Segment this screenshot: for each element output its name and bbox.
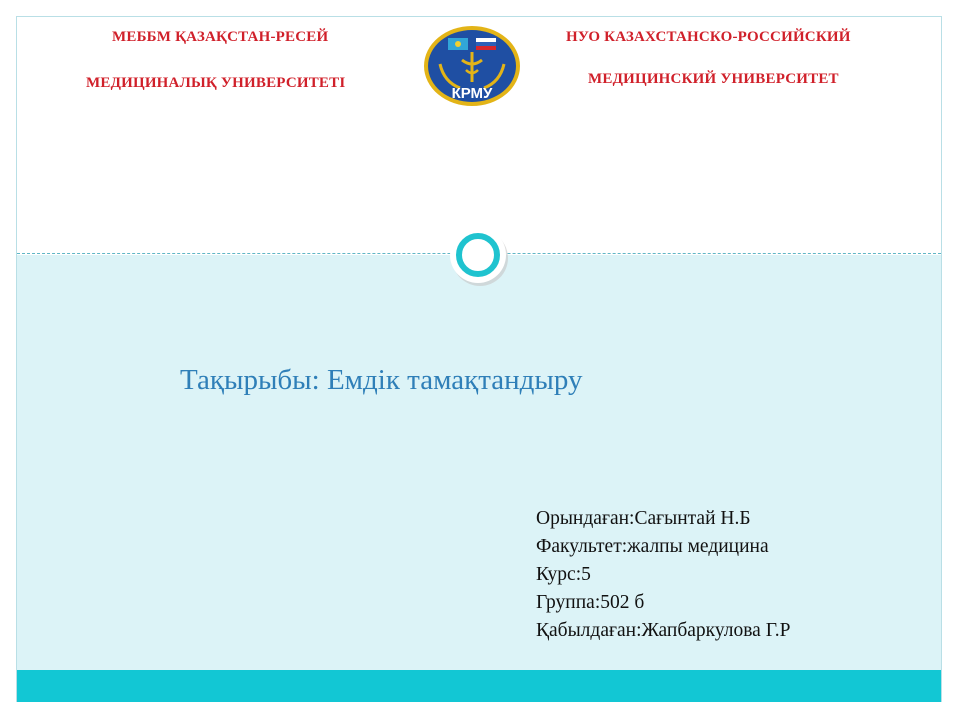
faculty-line: Факультет:жалпы медицина <box>536 536 769 557</box>
group-line: Группа:502 б <box>536 592 645 613</box>
author-info <box>536 505 791 645</box>
university-name-ru-line2: МЕДИЦИНСКИЙ УНИВЕРСИТЕТ <box>588 71 839 87</box>
university-name-kz-line1: МЕББМ ҚАЗАҚСТАН-РЕСЕЙ <box>112 29 329 45</box>
logo-text: КРМУ <box>451 85 493 102</box>
university-logo <box>420 24 524 108</box>
circle-ornament <box>447 224 511 288</box>
footer-bar <box>17 670 941 702</box>
course-line: Курс:5 <box>536 564 591 585</box>
performer-line: Орындаған:Сағынтай Н.Б <box>536 508 751 529</box>
university-name-ru-line1: НУО КАЗАХСТАНСКО-РОССИЙСКИЙ <box>566 29 851 45</box>
slide-title: Тақырыбы: Емдік тамақтандыру <box>180 364 583 396</box>
slide-content-area <box>17 255 941 670</box>
university-name-kz-line2: МЕДИЦИНАЛЫҚ УНИВЕРСИТЕТІ <box>86 75 346 91</box>
accepted-by-line: Қабылдаған:Жапбаркулова Г.Р <box>536 620 791 641</box>
